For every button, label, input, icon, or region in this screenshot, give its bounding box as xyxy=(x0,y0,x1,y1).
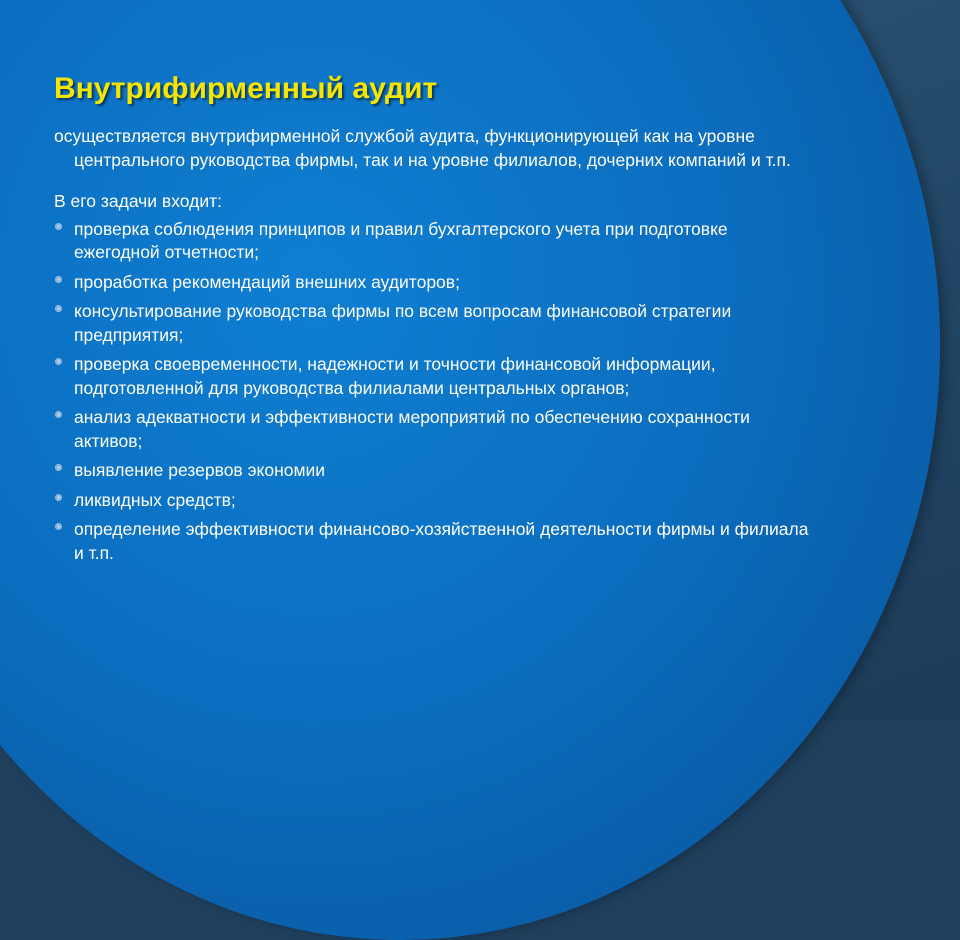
list-item xyxy=(54,459,814,483)
list-item xyxy=(54,406,814,453)
list-item xyxy=(54,489,814,513)
list-item-text: проверка своевременности, надежности и точности финансовой информации, подготовленной для руководства филиалами центральных органов; xyxy=(74,354,716,398)
tasks-list xyxy=(54,218,814,566)
slide-title: Внутрифирменный аудит xyxy=(54,72,438,105)
list-item xyxy=(54,218,814,265)
circle-bullet-icon xyxy=(55,358,62,365)
intro-paragraph: осуществляется внутрифирменной службой аудита, функционирующей как на уровне центрального руководства фирмы, так и на уровне филиалов, дочерних компаний и т.п. xyxy=(54,126,791,170)
circle-bullet-icon xyxy=(55,223,62,230)
list-item-text: анализ адекватности и эффективности мероприятий по обеспечению сохранности активов; xyxy=(74,407,750,451)
circle-bullet-icon xyxy=(55,276,62,283)
list-item xyxy=(54,300,814,347)
circle-bullet-icon xyxy=(55,494,62,501)
circle-bullet-icon xyxy=(55,411,62,418)
list-item-text: проверка соблюдения принципов и правил бухгалтерского учета при подготовке ежегодной отчетности; xyxy=(74,218,728,262)
list-item-text: выявление резервов экономии xyxy=(74,460,326,480)
circle-bullet-icon xyxy=(55,305,62,312)
list-item xyxy=(54,518,814,565)
list-item-text: консультирование руководства фирмы по всем вопросам финансовой стратегии предприятия; xyxy=(74,301,732,345)
list-item-text: ликвидных средств; xyxy=(74,489,236,510)
list-item xyxy=(54,271,814,295)
slide-body xyxy=(54,125,814,571)
tasks-lead: В его задачи входит: xyxy=(54,191,222,211)
list-item xyxy=(54,353,814,400)
circle-bullet-icon xyxy=(55,464,62,471)
list-item-text: проработка рекомендаций внешних аудиторов; xyxy=(74,271,460,292)
list-item-text: определение эффективности финансово-хозяйственной деятельности фирмы и филиала и т.п. xyxy=(74,519,809,563)
circle-bullet-icon xyxy=(55,523,62,530)
